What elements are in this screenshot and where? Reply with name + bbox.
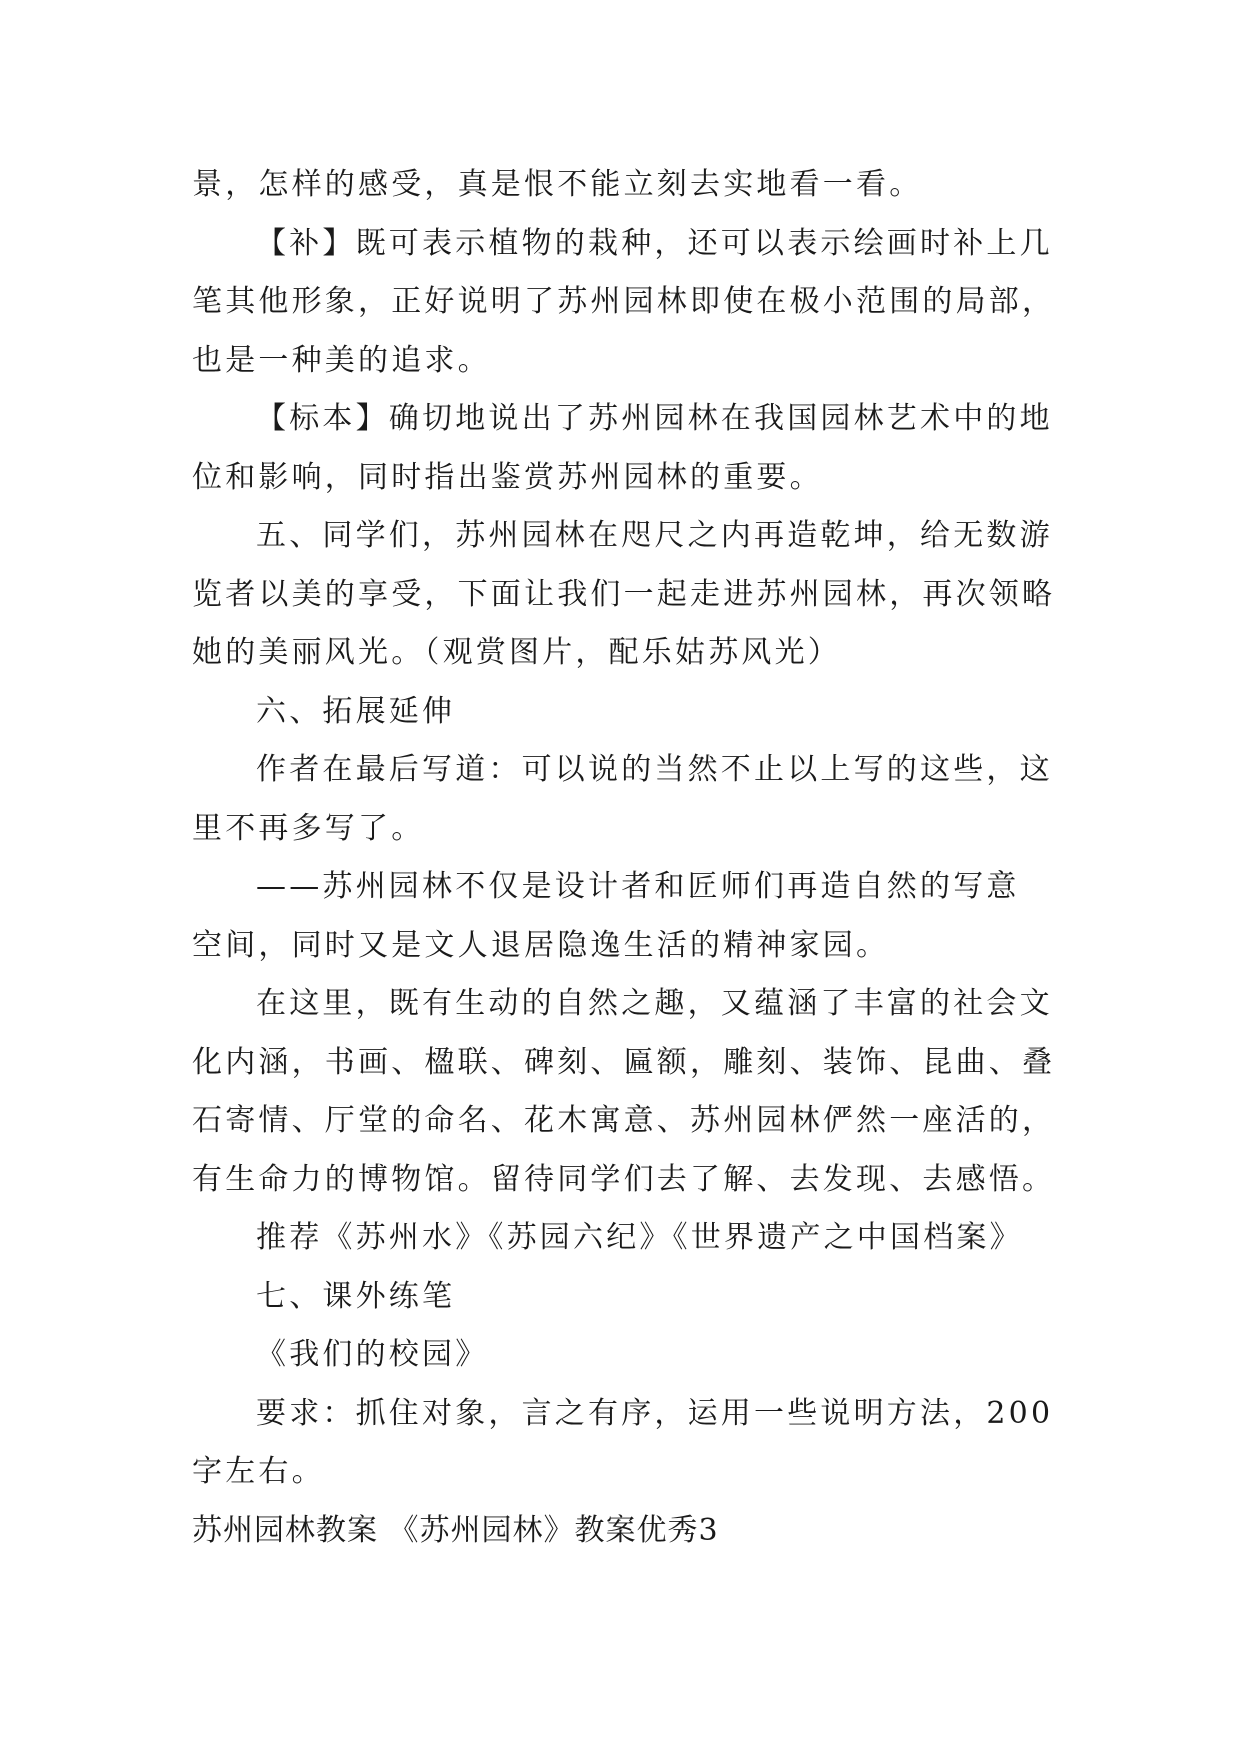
text-line: 字左右。 — [192, 1454, 325, 1489]
text-line: 《我们的校园》 — [256, 1337, 489, 1372]
text-line: 要求：抓住对象，言之有序，运用一些说明方法，200 — [256, 1395, 1054, 1431]
text-line: 石寄情、厅堂的命名、花木寓意、苏州园林俨然一座活的， — [192, 1103, 1056, 1138]
text-line: 里不再多写了。 — [192, 810, 425, 846]
text-line: 她的美丽风光。（观赏图片，配乐姑苏风光） — [192, 635, 841, 670]
text-line: 【标本】确切地说出了苏州园林在我国园林艺术中的地 — [256, 401, 1053, 436]
text-line: 有生命力的博物馆。留待同学们去了解、去发现、去感悟。 — [192, 1161, 1056, 1197]
text-line: 在这里，既有生动的自然之趣，又蕴涵了丰富的社会文 — [256, 986, 1053, 1021]
text-line: 作者在最后写道：可以说的当然不止以上写的这些，这 — [256, 752, 1053, 787]
text-line: 景，怎样的感受，真是恨不能立刻去实地看一看。 — [192, 167, 923, 202]
text-line: 笔其他形象，正好说明了苏州园林即使在极小范围的局部， — [192, 284, 1056, 319]
text-line: 位和影响，同时指出鉴赏苏州园林的重要。 — [192, 459, 823, 495]
section-heading: 六、拓展延伸 — [256, 693, 456, 729]
section-heading: 七、课外练笔 — [256, 1278, 456, 1314]
text-line: 【补】既可表示植物的栽种，还可以表示绘画时补上几 — [256, 225, 1053, 261]
text-line: 也是一种美的追求。 — [192, 342, 491, 378]
text-line: 化内涵，书画、楹联、碑刻、匾额，雕刻、装饰、昆曲、叠 — [192, 1044, 1056, 1080]
section-title: 苏州园林教案 《苏州园林》教案优秀3 — [192, 1512, 719, 1548]
text-line: 空间，同时又是文人退居隐逸生活的精神家园。 — [192, 927, 890, 963]
text-line: 推荐《苏州水》《苏园六纪》《世界遗产之中国档案》 — [256, 1220, 1023, 1255]
text-line: ——苏州园林不仅是设计者和匠师们再造自然的写意 — [256, 869, 1020, 904]
document-body — [192, 156, 1072, 1560]
text-line: 五、同学们，苏州园林在咫尺之内再造乾坤，给无数游 — [256, 518, 1053, 553]
text-line: 览者以美的享受，下面让我们一起走进苏州园林，再次领略 — [192, 576, 1056, 612]
